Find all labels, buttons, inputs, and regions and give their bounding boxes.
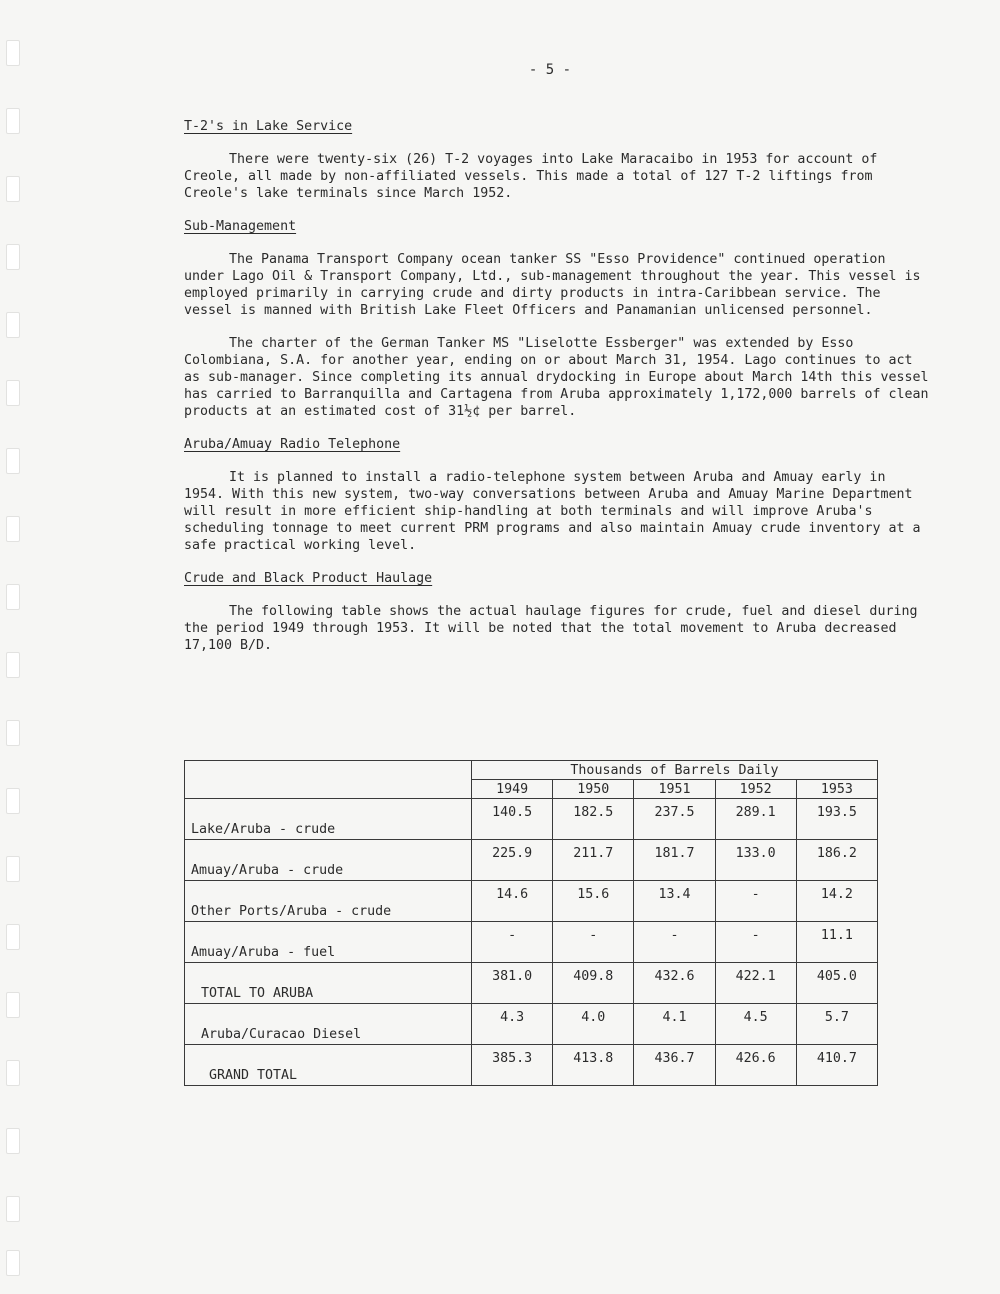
cell-value: 405.0 <box>796 963 877 1004</box>
section-heading: T-2's in Lake Service <box>184 119 353 134</box>
binder-hole <box>6 1250 20 1276</box>
binder-hole <box>6 584 20 610</box>
haulage-table <box>184 760 878 1086</box>
cell-value: 413.8 <box>553 1045 634 1086</box>
row-label: Amuay/Aruba - crude <box>185 840 472 881</box>
cell-value: 289.1 <box>715 799 796 840</box>
paragraph: The charter of the German Tanker MS "Liselotte Essberger" was extended by Esso Colombiana, S.A. for another year, ending on or about March 31, 1954. Lago continues to act as sub-manager. Since completing its annual drydocking in Europe about March 14th this vessel has carried to Barranquilla and Cartagena from Aruba approximately 1,172,000 barrels of clean products at an estimated cost of 31½¢ per barrel. <box>184 336 929 419</box>
cell-value: 181.7 <box>634 840 715 881</box>
table-row <box>185 881 878 922</box>
section-heading: Sub-Management <box>184 219 297 234</box>
cell-value: - <box>634 922 715 963</box>
binder-hole <box>6 856 20 882</box>
table-row-grand-total <box>185 1045 878 1086</box>
binder-hole <box>6 1060 20 1086</box>
paragraph: It is planned to install a radio-telephone system between Aruba and Amuay early in 1954. With this new system, two-way conversations between Aruba and Amuay Marine Department will result in more efficient ship-handling at both terminals and will improve Aruba's scheduling tonnage to meet current PRM programs and also maintain Amuay crude inventory at a safe practical working level. <box>184 470 921 553</box>
table-corner-cell <box>185 761 472 799</box>
cell-value: 15.6 <box>553 881 634 922</box>
year-header: 1951 <box>634 780 715 799</box>
cell-value: 410.7 <box>796 1045 877 1086</box>
document-body <box>184 118 929 670</box>
cell-value: 14.2 <box>796 881 877 922</box>
row-label: TOTAL TO ARUBA <box>185 963 472 1004</box>
paragraph: There were twenty-six (26) T-2 voyages into Lake Maracaibo in 1953 for account of Creole, all made by non-affiliated vessels. This made a total of 127 T-2 liftings from Creole's lake terminals since March 1952. <box>184 152 878 201</box>
binder-hole <box>6 1128 20 1154</box>
binder-hole <box>6 1196 20 1222</box>
section-t2-lake-service <box>184 118 929 202</box>
cell-value: 409.8 <box>553 963 634 1004</box>
table-group-header-row <box>185 761 878 780</box>
cell-value: 211.7 <box>553 840 634 881</box>
table-row <box>185 799 878 840</box>
cell-value: 385.3 <box>472 1045 553 1086</box>
cell-value: 140.5 <box>472 799 553 840</box>
cell-value: 186.2 <box>796 840 877 881</box>
binder-hole <box>6 924 20 950</box>
cell-value: 5.7 <box>796 1004 877 1045</box>
table-row <box>185 922 878 963</box>
cell-value: 13.4 <box>634 881 715 922</box>
paragraph: The Panama Transport Company ocean tanker SS "Esso Providence" continued operation under Lago Oil & Transport Company, Ltd., sub-management throughout the year. This vessel is employed primarily in carrying crude and dirty products in intra-Caribbean service. The vessel is manned with British Lake Fleet Officers and Panamanian unlicensed personnel. <box>184 252 921 318</box>
section-heading: Aruba/Amuay Radio Telephone <box>184 437 401 452</box>
binder-hole <box>6 244 20 270</box>
cell-value: - <box>715 922 796 963</box>
cell-value: 14.6 <box>472 881 553 922</box>
year-header: 1953 <box>796 780 877 799</box>
cell-value: 4.1 <box>634 1004 715 1045</box>
cell-value: 225.9 <box>472 840 553 881</box>
cell-value: 4.0 <box>553 1004 634 1045</box>
cell-value: 432.6 <box>634 963 715 1004</box>
section-heading: Crude and Black Product Haulage <box>184 571 433 586</box>
year-header: 1949 <box>472 780 553 799</box>
row-label: Other Ports/Aruba - crude <box>185 881 472 922</box>
cell-value: 381.0 <box>472 963 553 1004</box>
binder-hole <box>6 652 20 678</box>
cell-value: 182.5 <box>553 799 634 840</box>
cell-value: 422.1 <box>715 963 796 1004</box>
page-number: - 5 - <box>528 62 572 78</box>
binder-hole <box>6 448 20 474</box>
binder-hole <box>6 312 20 338</box>
section-radio-telephone <box>184 436 929 554</box>
table-group-header: Thousands of Barrels Daily <box>472 761 878 780</box>
binder-hole <box>6 788 20 814</box>
row-label: Aruba/Curacao Diesel <box>185 1004 472 1045</box>
cell-value: 436.7 <box>634 1045 715 1086</box>
binder-hole <box>6 108 20 134</box>
table-row-total <box>185 963 878 1004</box>
row-label: Lake/Aruba - crude <box>185 799 472 840</box>
cell-value: 4.5 <box>715 1004 796 1045</box>
year-header: 1950 <box>553 780 634 799</box>
cell-value: 237.5 <box>634 799 715 840</box>
binder-hole <box>6 516 20 542</box>
cell-value: - <box>715 881 796 922</box>
section-sub-management <box>184 218 929 420</box>
cell-value: - <box>472 922 553 963</box>
section-haulage <box>184 570 929 654</box>
binder-hole <box>6 720 20 746</box>
binder-hole <box>6 992 20 1018</box>
binder-hole <box>6 380 20 406</box>
paragraph: The following table shows the actual haulage figures for crude, fuel and diesel during the period 1949 through 1953. It will be noted that the total movement to Aruba decreased 17,100 B/D. <box>184 604 918 653</box>
cell-value: 133.0 <box>715 840 796 881</box>
year-header: 1952 <box>715 780 796 799</box>
row-label: Amuay/Aruba - fuel <box>185 922 472 963</box>
row-label: GRAND TOTAL <box>185 1045 472 1086</box>
table-row <box>185 1004 878 1045</box>
table-row <box>185 840 878 881</box>
cell-value: 193.5 <box>796 799 877 840</box>
cell-value: 4.3 <box>472 1004 553 1045</box>
cell-value: - <box>553 922 634 963</box>
cell-value: 11.1 <box>796 922 877 963</box>
binder-holes <box>6 40 20 1280</box>
cell-value: 426.6 <box>715 1045 796 1086</box>
binder-hole <box>6 176 20 202</box>
